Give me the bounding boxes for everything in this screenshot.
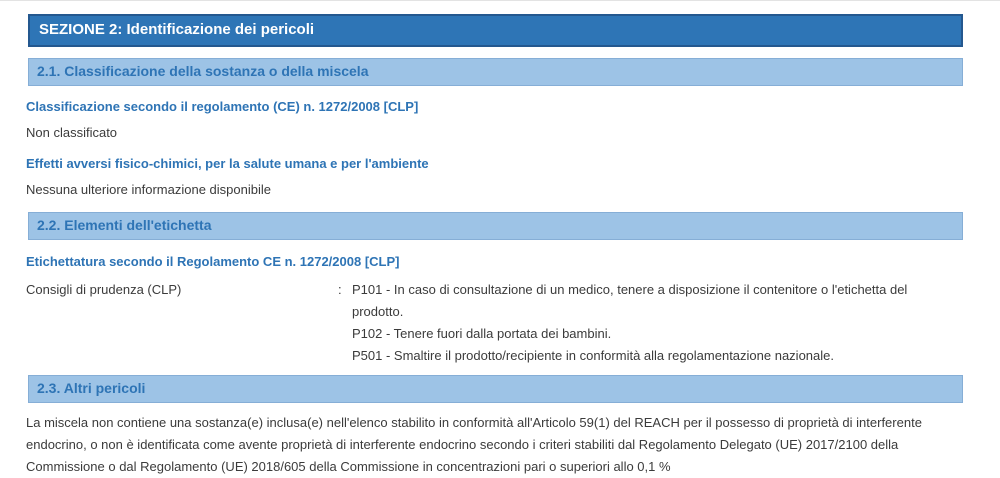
adverse-effects-heading: Effetti avversi fisico-chimici, per la salute umana e per l'ambiente	[26, 155, 429, 171]
subsection-2-1-header-bar	[28, 58, 963, 86]
precautionary-statements-row	[26, 279, 963, 367]
statement-p501: P501 - Smaltire il prodotto/recipiente in conformità alla regolamentazione nazionale.	[352, 348, 834, 364]
other-hazards-paragraph: La miscela non contiene una sostanza(e) inclusa(e) nell'elenco stabilito in conformità all'Articolo 59(1) del REACH per il possesso di proprietà di interferente endocrino, o non è identificata come avente proprietà di interferente endocrino secondo i criteri stabiliti dal Regolamento Delegato (UE) 2017/2100 della Commissione o dal Regolamento (UE) 2018/605 della Commissione in concentrazioni pari o superiori allo 0,1 %	[26, 414, 922, 474]
classification-clp-heading: Classificazione secondo il regolamento (CE) n. 1272/2008 [CLP]	[26, 98, 419, 114]
subsection-2-2-header-bar	[28, 212, 963, 240]
statement-p102: P102 - Tenere fuori dalla portata dei bambini.	[352, 326, 612, 342]
classification-clp-value: Non classificato	[26, 125, 118, 141]
statement-p101: P101 - In caso di consultazione di un medico, tenere a disposizione il contenitore o l'etichetta del prodotto.	[352, 282, 908, 320]
subsection-2-1-title: 2.1. Classificazione della sostanza o della miscela	[37, 63, 369, 79]
adverse-effects-value: Nessuna ulteriore informazione disponibile	[26, 182, 271, 198]
subsection-2-2-title: 2.2. Elementi dell'etichetta	[37, 217, 212, 234]
precautionary-statements-label: Consigli di prudenza (CLP)	[26, 282, 182, 298]
section-2-title: SEZIONE 2: Identificazione dei pericoli	[39, 21, 315, 38]
precautionary-statements-list	[352, 279, 917, 367]
subsection-2-3-header-bar	[28, 375, 963, 403]
subsection-2-3-title: 2.3. Altri pericoli	[37, 380, 146, 397]
labelling-clp-heading: Etichettatura secondo il Regolamento CE n. 1272/2008 [CLP]	[26, 253, 400, 269]
colon-separator: :	[338, 282, 342, 298]
section-2-header-bar	[28, 14, 963, 47]
